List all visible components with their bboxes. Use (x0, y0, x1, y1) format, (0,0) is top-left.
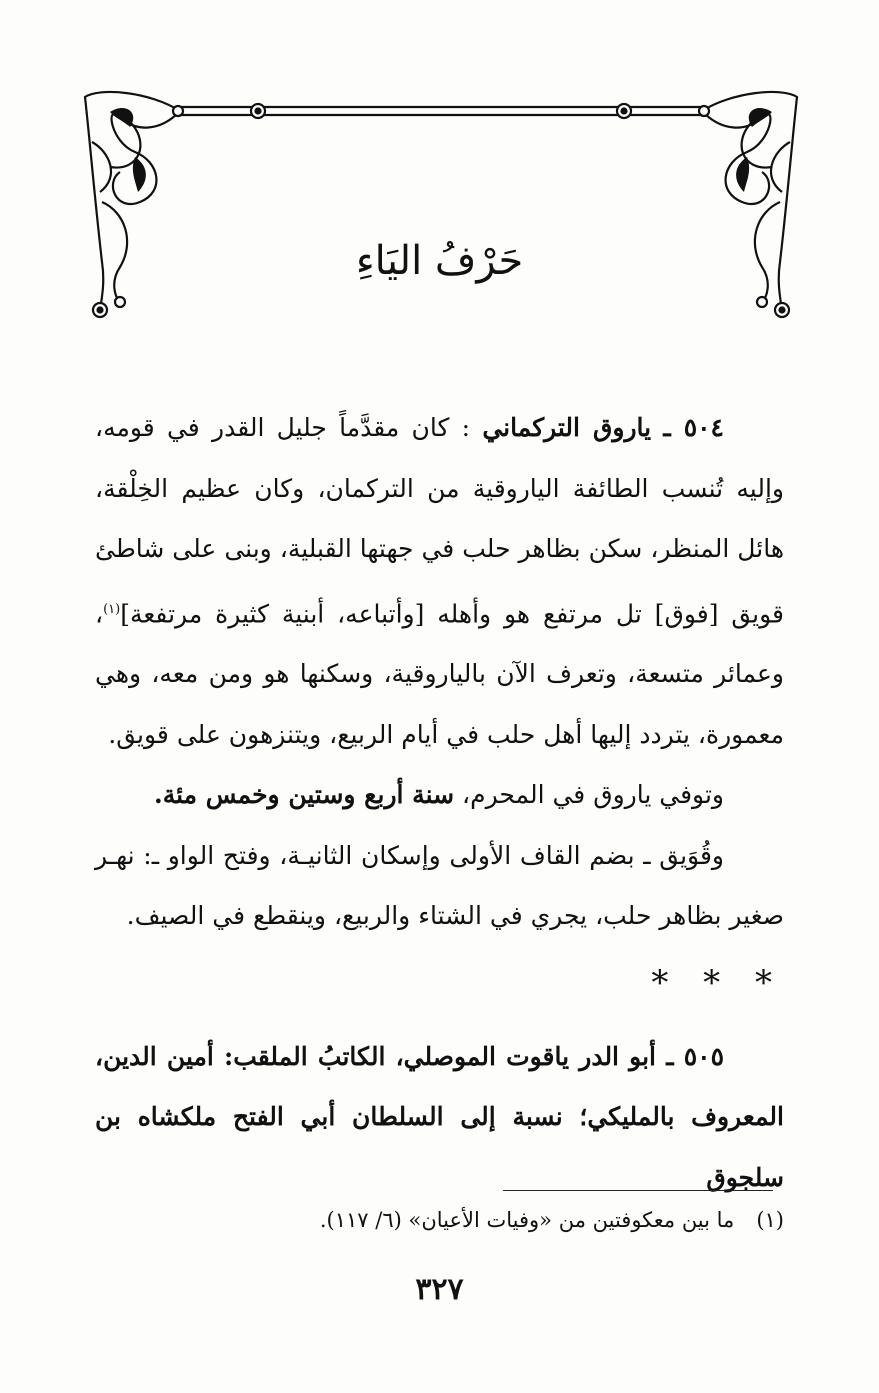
entry-505-text: أبو الدر ياقوت الموصلي، الكاتبُ الملقب: أمين الدين، المعروف بالمليكي؛ نسبة إلى السلطان أبي الفتح ملكشاه بن سلجوق (95, 1041, 784, 1192)
entry-504-text: : كان مقدَّماً جليل القدر في قومه، وإليه تُنسب الطائفة الياروقية من التركمان، وكان عظيم الخِلْقة، هائل المنظر، سكن بظاهر حلب في جهتها القبلية، وبنى على شاطئ قويق [فوق] تل مرتفع هو وأهله [وأتباعه، أبنية كثيرة مرتفعة] (95, 413, 784, 628)
footnote-reference[interactable]: (١) (103, 601, 121, 617)
entry-504-text-end: ، وعمائر متسعة، وتعرف الآن بالياروقية، وسكنها هو ومن معه، وهي معمورة، يتردد إليها أهل حلب في أيام الربيع، ويتنزهون على قويق. (95, 598, 784, 749)
footnote-text: ما بين معكوفتين من «وفيات الأعيان» (٦/ ١١٧). (319, 1208, 735, 1232)
quwayq-paragraph: وقُوَيق ـ بضم القاف الأولى وإسكان الثانيـة، وفتح الواو ـ: نهـر صغير بظاهر حلب، يجري في الشتاء والربيع، وينقطع في الصيف. (95, 840, 784, 931)
entry-504-number: ٥٠٤ ـ (663, 413, 724, 442)
section-separator-stars: * * * (651, 962, 784, 1003)
page-number: ٣٢٧ (415, 1272, 464, 1307)
chapter-header-ornament (80, 82, 802, 322)
death-year: سنة أربع وستين وخمس مئة. (154, 780, 455, 810)
footnote (94, 1208, 784, 1232)
entry-505-number: ٥٠٥ ـ (666, 1041, 725, 1071)
footnote-separator (503, 1190, 773, 1191)
entry-504-death-paragraph (95, 765, 784, 826)
entry-504-name: ياروق التركماني (482, 413, 652, 442)
death-note: وتوفي ياروق في المحرم، (462, 780, 724, 810)
entry-505-paragraph (95, 1027, 784, 1209)
entry-504-paragraph (95, 398, 784, 765)
chapter-title: حَرْفُ اليَاءِ (355, 238, 524, 284)
footnote-number: (١) (756, 1208, 784, 1232)
main-text (95, 398, 784, 1208)
